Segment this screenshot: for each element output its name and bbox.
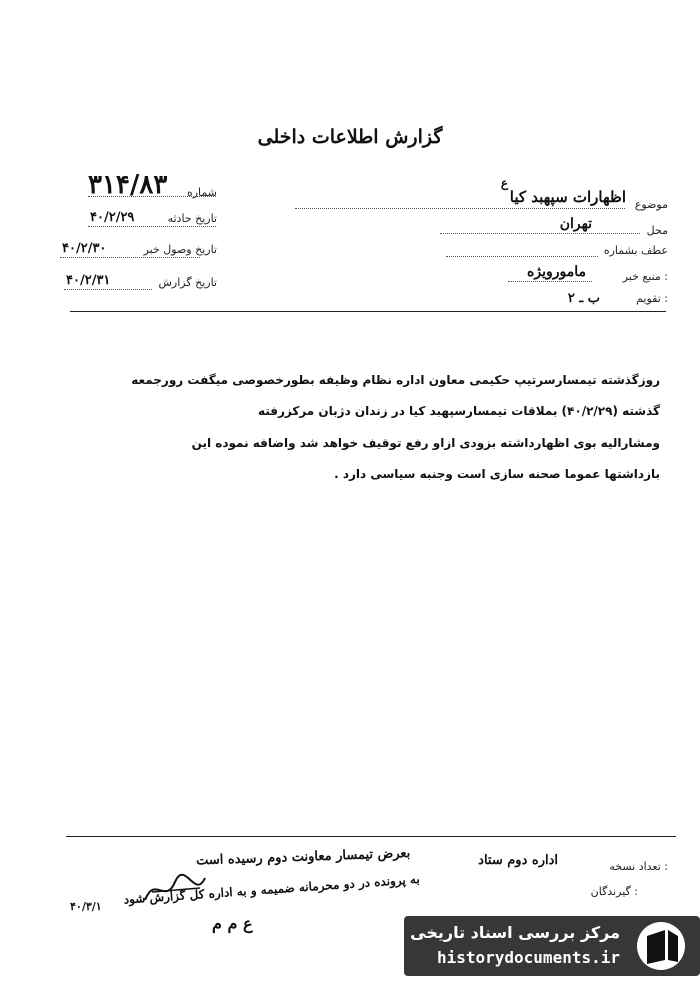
signature-initials: ع م م	[212, 914, 253, 933]
report-date-dotted-line	[64, 289, 152, 290]
report-date-label: تاریخ گزارش	[158, 276, 217, 289]
source-label: منبع خبر :	[622, 270, 668, 283]
receipt-date-label: تاریخ وصول خبر	[143, 243, 217, 256]
document-logo-icon	[632, 918, 690, 974]
header-separator	[70, 311, 666, 312]
body-line: گذشته (۴۰/۲/۲۹) بملاقات تیمسارسپهبد کیا در زندان دژبان مرکزرفته	[257, 404, 660, 418]
note-date: ۴۰/۳/۱	[70, 900, 102, 913]
signature-scribble	[140, 870, 210, 910]
subject-label: موضوع	[634, 198, 668, 211]
receipt-date-value: ۴۰/۲/۳۰	[62, 241, 107, 256]
reference-label: عطف بشماره	[603, 244, 668, 257]
source-value: مامورویژه	[527, 264, 586, 280]
copies-label: تعداد نسخه :	[609, 860, 668, 873]
document-title: گزارش اطلاعات داخلی	[257, 126, 443, 148]
subject-dotted-line	[295, 208, 625, 209]
incident-date-label: تاریخ حادثه	[167, 212, 217, 225]
reference-dotted-line	[446, 256, 598, 257]
rating-value: ب ـ ۲	[567, 291, 600, 306]
number-label: شماره	[186, 186, 217, 199]
place-label: محل	[646, 224, 668, 237]
handwritten-note-line: بعرض تیمسار معاونت دوم رسیده است	[195, 846, 411, 869]
number-value: ۳۱۴/۸۳	[88, 170, 168, 200]
source-dotted-line	[508, 281, 592, 282]
footer-separator	[66, 836, 676, 837]
report-date-value: ۴۰/۲/۳۱	[66, 273, 111, 288]
rating-label: تقویم :	[636, 292, 668, 305]
incident-date-dotted-line	[88, 226, 216, 227]
body-line: بازداشتها عموما صحنه سازی است وجنبه سیاسی دارد .	[334, 467, 660, 481]
subject-value: اظهارات سپهبد کیا	[509, 188, 626, 206]
copies-value: اداره دوم ستاد	[478, 853, 558, 868]
watermark-site: historydocuments.ir	[436, 948, 620, 967]
recipients-label: گیرندگان :	[590, 885, 638, 898]
body-line: روزگذشته تیمسارسرتیپ حکیمی معاون اداره نظام وظیفه بطورخصوصی میگفت رورجمعه	[131, 373, 660, 387]
place-dotted-line	[440, 233, 640, 234]
incident-date-value: ۴۰/۲/۲۹	[90, 210, 135, 225]
subject-mark: ع	[500, 176, 508, 190]
place-value: تهران	[559, 216, 592, 232]
body-line: ومشارالیه بوی اظهارداشته بزودی ازاو رفع توقیف خواهد شد واضافه نموده این	[191, 436, 660, 450]
number-dotted-line	[88, 196, 216, 197]
watermark-org-name: مرکز بررسی اسناد تاریخی	[410, 923, 620, 942]
handwritten-note-line: به پرونده در دو محرمانه ضمیمه و به اداره کل گزارش شود	[123, 872, 421, 907]
receipt-date-dotted-line	[60, 257, 200, 258]
